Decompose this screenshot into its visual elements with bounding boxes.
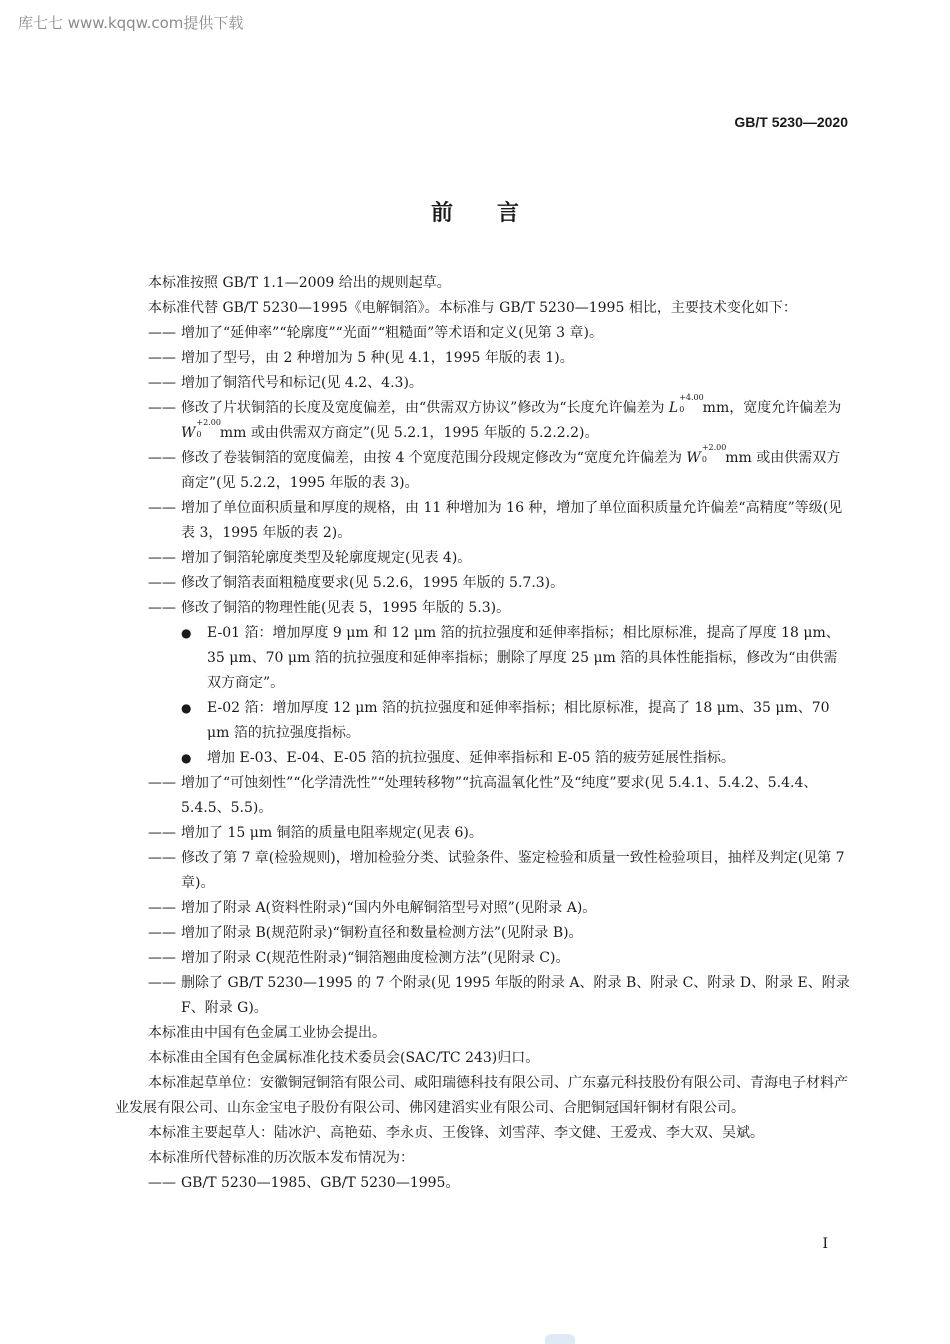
change-item-sheet-tolerance: —— 修改了片状铜箔的长度及宽度偏差，由“供需双方协议”修改为“长度允许偏差为 L +4.00 0 mm，宽度允许偏差为 W +2.00 0 mm 或由供需双方商定”(见 5.2.1，1995 年版的 5.2.2.2)。 bbox=[148, 393, 842, 441]
paragraph-drafting-rule: 本标准按照 GB/T 1.1—2009 给出的规则起草。 bbox=[148, 275, 451, 291]
standard-number: GB/T 5230—2020 bbox=[734, 114, 848, 130]
dash: —— bbox=[148, 825, 176, 841]
dash: —— bbox=[148, 375, 176, 391]
change-item: —— 增加了“可蚀刻性”“化学清洗性”“处理转移物”“抗高温氧化性”及“纯度”要求(见 5.4.1、5.4.2、5.4.4、5.4.5、5.5)。 bbox=[115, 771, 850, 821]
history-item: —— GB/T 5230—1985、GB/T 5230—1995。 bbox=[115, 1171, 850, 1196]
paragraph-drafters: 本标准主要起草人：陆冰沪、高艳茹、李永贞、王俊锋、刘雪萍、李文健、王爱戎、李大双、吴斌。 bbox=[148, 1125, 764, 1141]
bullet-dot-icon: ● bbox=[181, 626, 192, 640]
change-item: —— 增加了铜箔代号和标记(见 4.2、4.3)。 bbox=[115, 371, 850, 396]
page-number: I bbox=[822, 1236, 828, 1252]
change-item: —— 修改了铜箔表面粗糙度要求(见 5.2.6，1995 年版的 5.7.3)。 bbox=[115, 571, 850, 596]
change-item: —— 增加了单位面积质量和厚度的规格，由 11 种增加为 16 种，增加了单位面积质量允许偏差“高精度”等级(见表 3，1995 年版的表 2)。 bbox=[115, 496, 850, 546]
bullet-item: ● 增加 E-03、E-04、E-05 箔的抗拉强度、延伸率指标和 E-05 箔的疲劳延展性指标。 bbox=[115, 746, 850, 771]
tolerance: +2.00 0 bbox=[701, 443, 727, 464]
dash: —— bbox=[148, 775, 176, 791]
bullet-dot-icon: ● bbox=[181, 701, 192, 715]
paragraph-history: 本标准所代替标准的历次版本发布情况为： bbox=[148, 1150, 414, 1166]
dash: —— bbox=[148, 350, 176, 366]
dash: —— bbox=[148, 850, 176, 866]
paragraph-proposed-by: 本标准由中国有色金属工业协会提出。 bbox=[148, 1025, 386, 1041]
bullet-dot-icon: ● bbox=[181, 751, 192, 765]
change-item: —— 修改了第 7 章(检验规则)，增加检验分类、试验条件、鉴定检验和质量一致性检验项目，抽样及判定(见第 7 章)。 bbox=[115, 846, 850, 896]
preface-body bbox=[115, 271, 850, 1196]
dash: —— bbox=[148, 325, 176, 341]
bullet-item: ● E-02 箔：增加厚度 12 μm 箔的抗拉强度和延伸率指标；相比原标准，提高了 18 μm、35 μm、70 μm 箔的抗拉强度指标。 bbox=[115, 696, 850, 746]
dash: —— bbox=[148, 925, 176, 941]
dash: —— bbox=[148, 600, 176, 616]
change-item: —— 增加了铜箔轮廓度类型及轮廓度规定(见表 4)。 bbox=[115, 546, 850, 571]
dash: —— bbox=[148, 950, 176, 966]
bottom-decoration bbox=[545, 1334, 575, 1344]
dash: —— bbox=[148, 975, 176, 991]
width-symbol: W bbox=[686, 450, 701, 466]
dash: —— bbox=[148, 1175, 176, 1191]
width-symbol: W bbox=[181, 425, 196, 441]
dash: —— bbox=[148, 500, 176, 516]
dash: —— bbox=[148, 575, 176, 591]
paragraph-replaces: 本标准代替 GB/T 5230—1995《电解铜箔》。本标准与 GB/T 5230—1995 相比，主要技术变化如下： bbox=[148, 300, 797, 316]
change-item: —— 修改了铜箔的物理性能(见表 5，1995 年版的 5.3)。 bbox=[115, 596, 850, 621]
dash: —— bbox=[148, 400, 176, 416]
change-item: —— 增加了“延伸率”“轮廓度”“光面”“粗糙面”等术语和定义(见第 3 章)。 bbox=[115, 321, 850, 346]
change-item: —— 增加了型号，由 2 种增加为 5 种(见 4.1，1995 年版的表 1)。 bbox=[115, 346, 850, 371]
change-item: —— 增加了附录 B(规范附录)“铜粉直径和数量检测方法”(见附录 B)。 bbox=[115, 921, 850, 946]
watermark-text: 库七七 www.kqqw.com提供下载 bbox=[18, 14, 244, 32]
length-symbol: L bbox=[668, 400, 679, 416]
dash: —— bbox=[148, 550, 176, 566]
tolerance: +4.00 0 bbox=[679, 393, 704, 414]
dash: —— bbox=[148, 900, 176, 916]
change-item: —— 增加了附录 C(规范性附录)“铜箔翘曲度检测方法”(见附录 C)。 bbox=[115, 946, 850, 971]
tolerance: +2.00 0 bbox=[196, 418, 221, 439]
paragraph-jurisdiction: 本标准由全国有色金属标准化技术委员会(SAC/TC 243)归口。 bbox=[148, 1050, 540, 1066]
change-item: —— 增加了附录 A(资料性附录)“国内外电解铜箔型号对照”(见附录 A)。 bbox=[115, 896, 850, 921]
change-item-roll-tolerance: —— 修改了卷装铜箔的宽度偏差，由按 4 个宽度范围分段规定修改为“宽度允许偏差为 W +2.00 0 mm 或由供需双方商定”(见 5.2.2，1995 年版的表 3)。 bbox=[148, 443, 841, 491]
page-title: 前言 bbox=[430, 201, 563, 226]
dash: —— bbox=[148, 450, 176, 466]
bullet-item: ● E-01 箔：增加厚度 9 μm 和 12 μm 箔的抗拉强度和延伸率指标；相比原标准，提高了厚度 18 μm、35 μm、70 μm 箔的抗拉强度和延伸率指标；删除了厚度 25 μm 箔的具体性能指标，修改为“由供需双方商定”。 bbox=[115, 621, 850, 696]
paragraph-drafting-units: 本标准起草单位：安徽铜冠铜箔有限公司、咸阳瑞德科技有限公司、广东嘉元科技股份有限公司、青海电子材料产业发展有限公司、山东金宝电子股份有限公司、佛冈建滔实业有限公司、合肥铜冠国轩铜材有限公司。 bbox=[115, 1075, 848, 1116]
change-item: —— 增加了 15 μm 铜箔的质量电阻率规定(见表 6)。 bbox=[115, 821, 850, 846]
change-item: —— 删除了 GB/T 5230—1995 的 7 个附录(见 1995 年版的附录 A、附录 B、附录 C、附录 D、附录 E、附录 F、附录 G)。 bbox=[115, 971, 850, 1021]
